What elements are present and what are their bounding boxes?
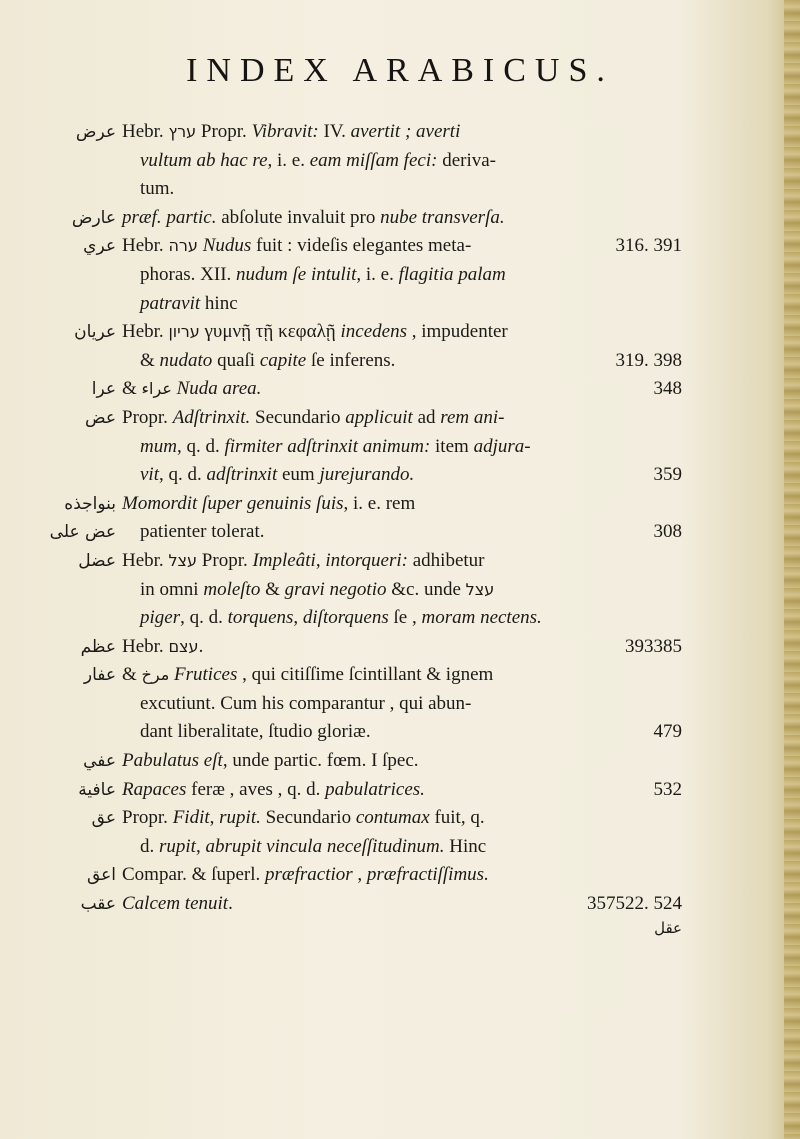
italic-gloss: patravit — [140, 292, 201, 314]
italic-gloss: Nudus — [202, 235, 252, 257]
entry-text: abſolute invaluit pro — [216, 206, 381, 228]
page-reference: 532 — [653, 778, 682, 800]
italic-gloss: rem ani- — [440, 406, 505, 428]
entry-line — [122, 461, 682, 490]
entry-text: , q. d. — [180, 607, 228, 629]
entry-text: , qui citiſſime ſcintillant & ignem — [237, 664, 494, 686]
entry-text: & — [260, 578, 285, 600]
entry-headword: عريان — [74, 322, 116, 343]
entry-text: . — [228, 893, 233, 915]
entry-headword: عق — [91, 808, 116, 829]
italic-gloss: Adſtrinxit. — [172, 406, 251, 428]
entry-line — [122, 261, 682, 290]
entry-text: excutiunt. Cum his comparantur , qui abun- — [140, 692, 472, 714]
entry-line — [122, 204, 682, 233]
italic-gloss: Frutices — [174, 664, 238, 686]
page-header: INDEX ARABICUS. — [186, 52, 614, 89]
page-reference: 316. 391 — [615, 235, 682, 257]
entry-text: & — [140, 349, 160, 371]
entry-headword: عري — [83, 236, 116, 257]
script-word: عراء — [141, 379, 172, 399]
entry-text: . — [198, 635, 204, 657]
entry-line — [122, 861, 682, 890]
entry-text: , i. e. — [267, 149, 310, 171]
italic-gloss: firmiter adſtrinxit animum: — [224, 435, 431, 457]
italic-gloss: vultum ab hac re — [140, 149, 268, 171]
script-word: עצל — [168, 550, 198, 570]
script-word: עצם — [168, 636, 199, 656]
entry-text: d. — [140, 835, 159, 857]
entry-text: Hebr. — [122, 321, 169, 343]
italic-gloss: moleſto — [203, 578, 261, 600]
entry-text: Propr. — [122, 807, 173, 829]
entry-headword: عض — [85, 407, 116, 428]
entry-text: ſe inferens. — [306, 349, 396, 371]
entry-text: eum — [277, 464, 320, 486]
italic-gloss: rupit. — [219, 807, 261, 829]
italic-gloss: præf. partic. — [122, 206, 217, 228]
italic-gloss: Momordit ſuper genuinis ſuis — [122, 492, 344, 514]
entry-text: Secundario — [260, 807, 356, 829]
italic-gloss: præfractior — [265, 864, 353, 886]
index-entry — [83, 661, 682, 747]
index-entry — [49, 490, 682, 547]
entry-line — [122, 718, 682, 747]
entry-headword: عقب — [80, 894, 116, 915]
entry-text: phoras. XII. — [140, 263, 237, 285]
entry-text: , i. e. — [356, 263, 399, 285]
entry-line — [122, 776, 682, 805]
italic-gloss: pabulatrices. — [325, 778, 425, 800]
entry-headword: عضل — [78, 550, 116, 571]
entry-text: Hebr. — [122, 549, 169, 571]
entry-text: & — [122, 664, 142, 686]
entry-text: item — [430, 435, 474, 457]
italic-gloss: vit — [140, 464, 159, 486]
entry-line — [122, 633, 682, 662]
entry-text: Hebr. — [122, 635, 169, 657]
entry-text: γυμνῇ τῇ κεφαλῇ — [199, 321, 341, 343]
italic-gloss: Calcem tenuit — [122, 893, 229, 915]
entry-headword: عفار — [83, 665, 116, 686]
italic-gloss: gravi negotio — [284, 578, 387, 600]
entry-line — [122, 433, 682, 462]
entry-headword: بنواجذه عض على — [49, 493, 116, 543]
italic-gloss: adſtrinxit — [206, 464, 278, 486]
index-entry — [85, 404, 682, 490]
page-reference: 348 — [653, 378, 682, 400]
entry-text: , — [209, 807, 220, 829]
page-reference: 308 — [653, 521, 682, 543]
entry-text: Hinc — [444, 835, 487, 857]
entry-line — [122, 747, 682, 776]
italic-gloss: flagitia palam — [398, 263, 506, 285]
italic-gloss: moram nectens. — [421, 607, 542, 629]
entry-text: , — [352, 864, 367, 886]
entry-text: Propr. — [122, 406, 173, 428]
entry-line — [122, 232, 682, 261]
italic-gloss: contumax — [355, 807, 430, 829]
entry-text: adhibetur — [408, 549, 485, 571]
italic-gloss: diſtorquens — [302, 607, 389, 629]
entry-headword: عارض — [71, 207, 116, 228]
page-reference: 385 — [653, 635, 682, 657]
index-entry — [74, 318, 682, 375]
italic-gloss: nudato — [159, 349, 213, 371]
entry-text: Propr. — [197, 549, 253, 571]
italic-gloss: applicuit — [345, 406, 413, 428]
script-word: مرخ — [141, 665, 170, 685]
entry-text: , — [293, 607, 303, 629]
italic-gloss: Pabulatus eſt — [122, 750, 223, 772]
entry-line — [122, 890, 682, 919]
entry-headword: عظم — [80, 636, 116, 657]
entry-text: &c. unde — [386, 578, 466, 600]
catchword: عقل — [654, 918, 682, 937]
entry-text: quaſi — [212, 349, 260, 371]
entry-line — [122, 833, 682, 862]
entry-text: fuit : videſis elegantes meta- — [251, 235, 472, 257]
entry-text: hinc — [200, 292, 238, 314]
entry-headword: اعق — [86, 865, 116, 886]
italic-gloss: adjura- — [473, 435, 531, 457]
entry-text: Hebr. — [122, 235, 169, 257]
entry-line — [122, 547, 682, 576]
italic-gloss: præfractiſſimus. — [366, 864, 489, 886]
page-reference: 479 — [653, 721, 682, 743]
entry-text: & — [122, 378, 142, 400]
entry-headword: عرض — [75, 122, 116, 142]
entry-line — [122, 518, 682, 547]
italic-gloss: incedens — [340, 321, 407, 343]
page-reference: 359 — [653, 464, 682, 486]
entry-line — [122, 604, 682, 633]
entry-text: in omni — [140, 578, 204, 600]
page-reference: 522. 524 — [615, 893, 682, 915]
entry-headword: عفي — [83, 751, 116, 772]
index-entry — [78, 776, 682, 805]
entry-line — [122, 318, 682, 347]
page-reference: 319. 398 — [615, 349, 682, 371]
script-word: עריון — [168, 322, 200, 342]
entry-headword: عرا — [91, 379, 116, 400]
index-entry — [75, 118, 682, 204]
entry-text: Compar. & ſuperl. — [122, 864, 266, 886]
entry-line — [122, 147, 682, 176]
entry-line — [122, 690, 682, 719]
italic-gloss: piger — [140, 607, 181, 629]
entry-text: ſe , — [388, 607, 422, 629]
entry-line — [122, 576, 682, 605]
italic-gloss: intorqueri: — [325, 549, 408, 571]
entry-headword: عافية — [78, 779, 116, 800]
entry-text: Secundario — [250, 406, 346, 428]
entry-text: fuit, q. — [429, 807, 485, 829]
script-word: ערץ — [168, 122, 197, 141]
entry-text: , q. d. — [159, 464, 207, 486]
italic-gloss: Fidit — [172, 807, 210, 829]
index-entry — [91, 375, 682, 404]
entry-line — [122, 375, 682, 404]
italic-gloss: Vibravit: — [251, 121, 319, 142]
entry-line — [122, 290, 682, 319]
entry-line — [122, 118, 682, 147]
entry-text: , i. e. rem — [343, 492, 416, 514]
index-entry — [83, 747, 682, 776]
entry-text: , q. d. — [176, 435, 225, 457]
italic-gloss: torquens — [227, 607, 294, 629]
entry-text: tum. — [140, 178, 175, 200]
page-reference: 393 — [625, 635, 654, 657]
italic-gloss: jurejurando. — [319, 464, 415, 486]
entry-text: , — [315, 549, 326, 571]
entry-text: IV. — [318, 121, 351, 142]
italic-gloss: capite — [259, 349, 307, 371]
entry-text: Propr. — [196, 121, 252, 142]
entry-text: ad — [412, 406, 441, 428]
entry-line — [122, 175, 682, 204]
italic-gloss: Impleâti — [252, 549, 316, 571]
italic-gloss: abrupit vincula neceſſitudinum. — [205, 835, 445, 857]
italic-gloss: mum — [140, 435, 177, 457]
italic-gloss: avertit ; averti — [350, 121, 461, 142]
italic-gloss: rupit — [159, 835, 196, 857]
entry-text: Hebr. — [122, 121, 169, 142]
italic-gloss: Nuda area. — [176, 378, 262, 400]
italic-gloss: Rapaces — [122, 778, 187, 800]
script-word: ערה — [168, 236, 198, 256]
entry-line — [122, 804, 682, 833]
entry-line — [122, 404, 682, 433]
index-entries — [49, 118, 682, 937]
index-entry — [80, 890, 682, 919]
index-entry — [83, 232, 682, 318]
entry-text: patienter tolerat. — [140, 521, 265, 543]
entry-text: dant liberalitate, ſtudio gloriæ. — [140, 721, 371, 743]
page-edge — [784, 0, 800, 1139]
entry-line — [122, 490, 682, 519]
page-reference: 357 — [587, 893, 616, 915]
script-word: עצל — [465, 579, 495, 599]
index-entry — [80, 633, 682, 662]
entry-line — [122, 661, 682, 690]
italic-gloss: nube transverſa. — [380, 206, 505, 228]
entry-text: , impudenter — [406, 321, 508, 343]
entry-text: feræ , aves , q. d. — [186, 778, 326, 800]
entry-text: , — [195, 835, 206, 857]
italic-gloss: nudum ſe intulit — [236, 263, 357, 285]
italic-gloss: eam miſſam feci: — [309, 149, 438, 171]
entry-text: , unde partic. fœm. I ſpec. — [222, 750, 419, 772]
entry-line — [122, 347, 682, 376]
index-entry — [91, 804, 682, 861]
entry-text: deriva- — [437, 149, 496, 171]
